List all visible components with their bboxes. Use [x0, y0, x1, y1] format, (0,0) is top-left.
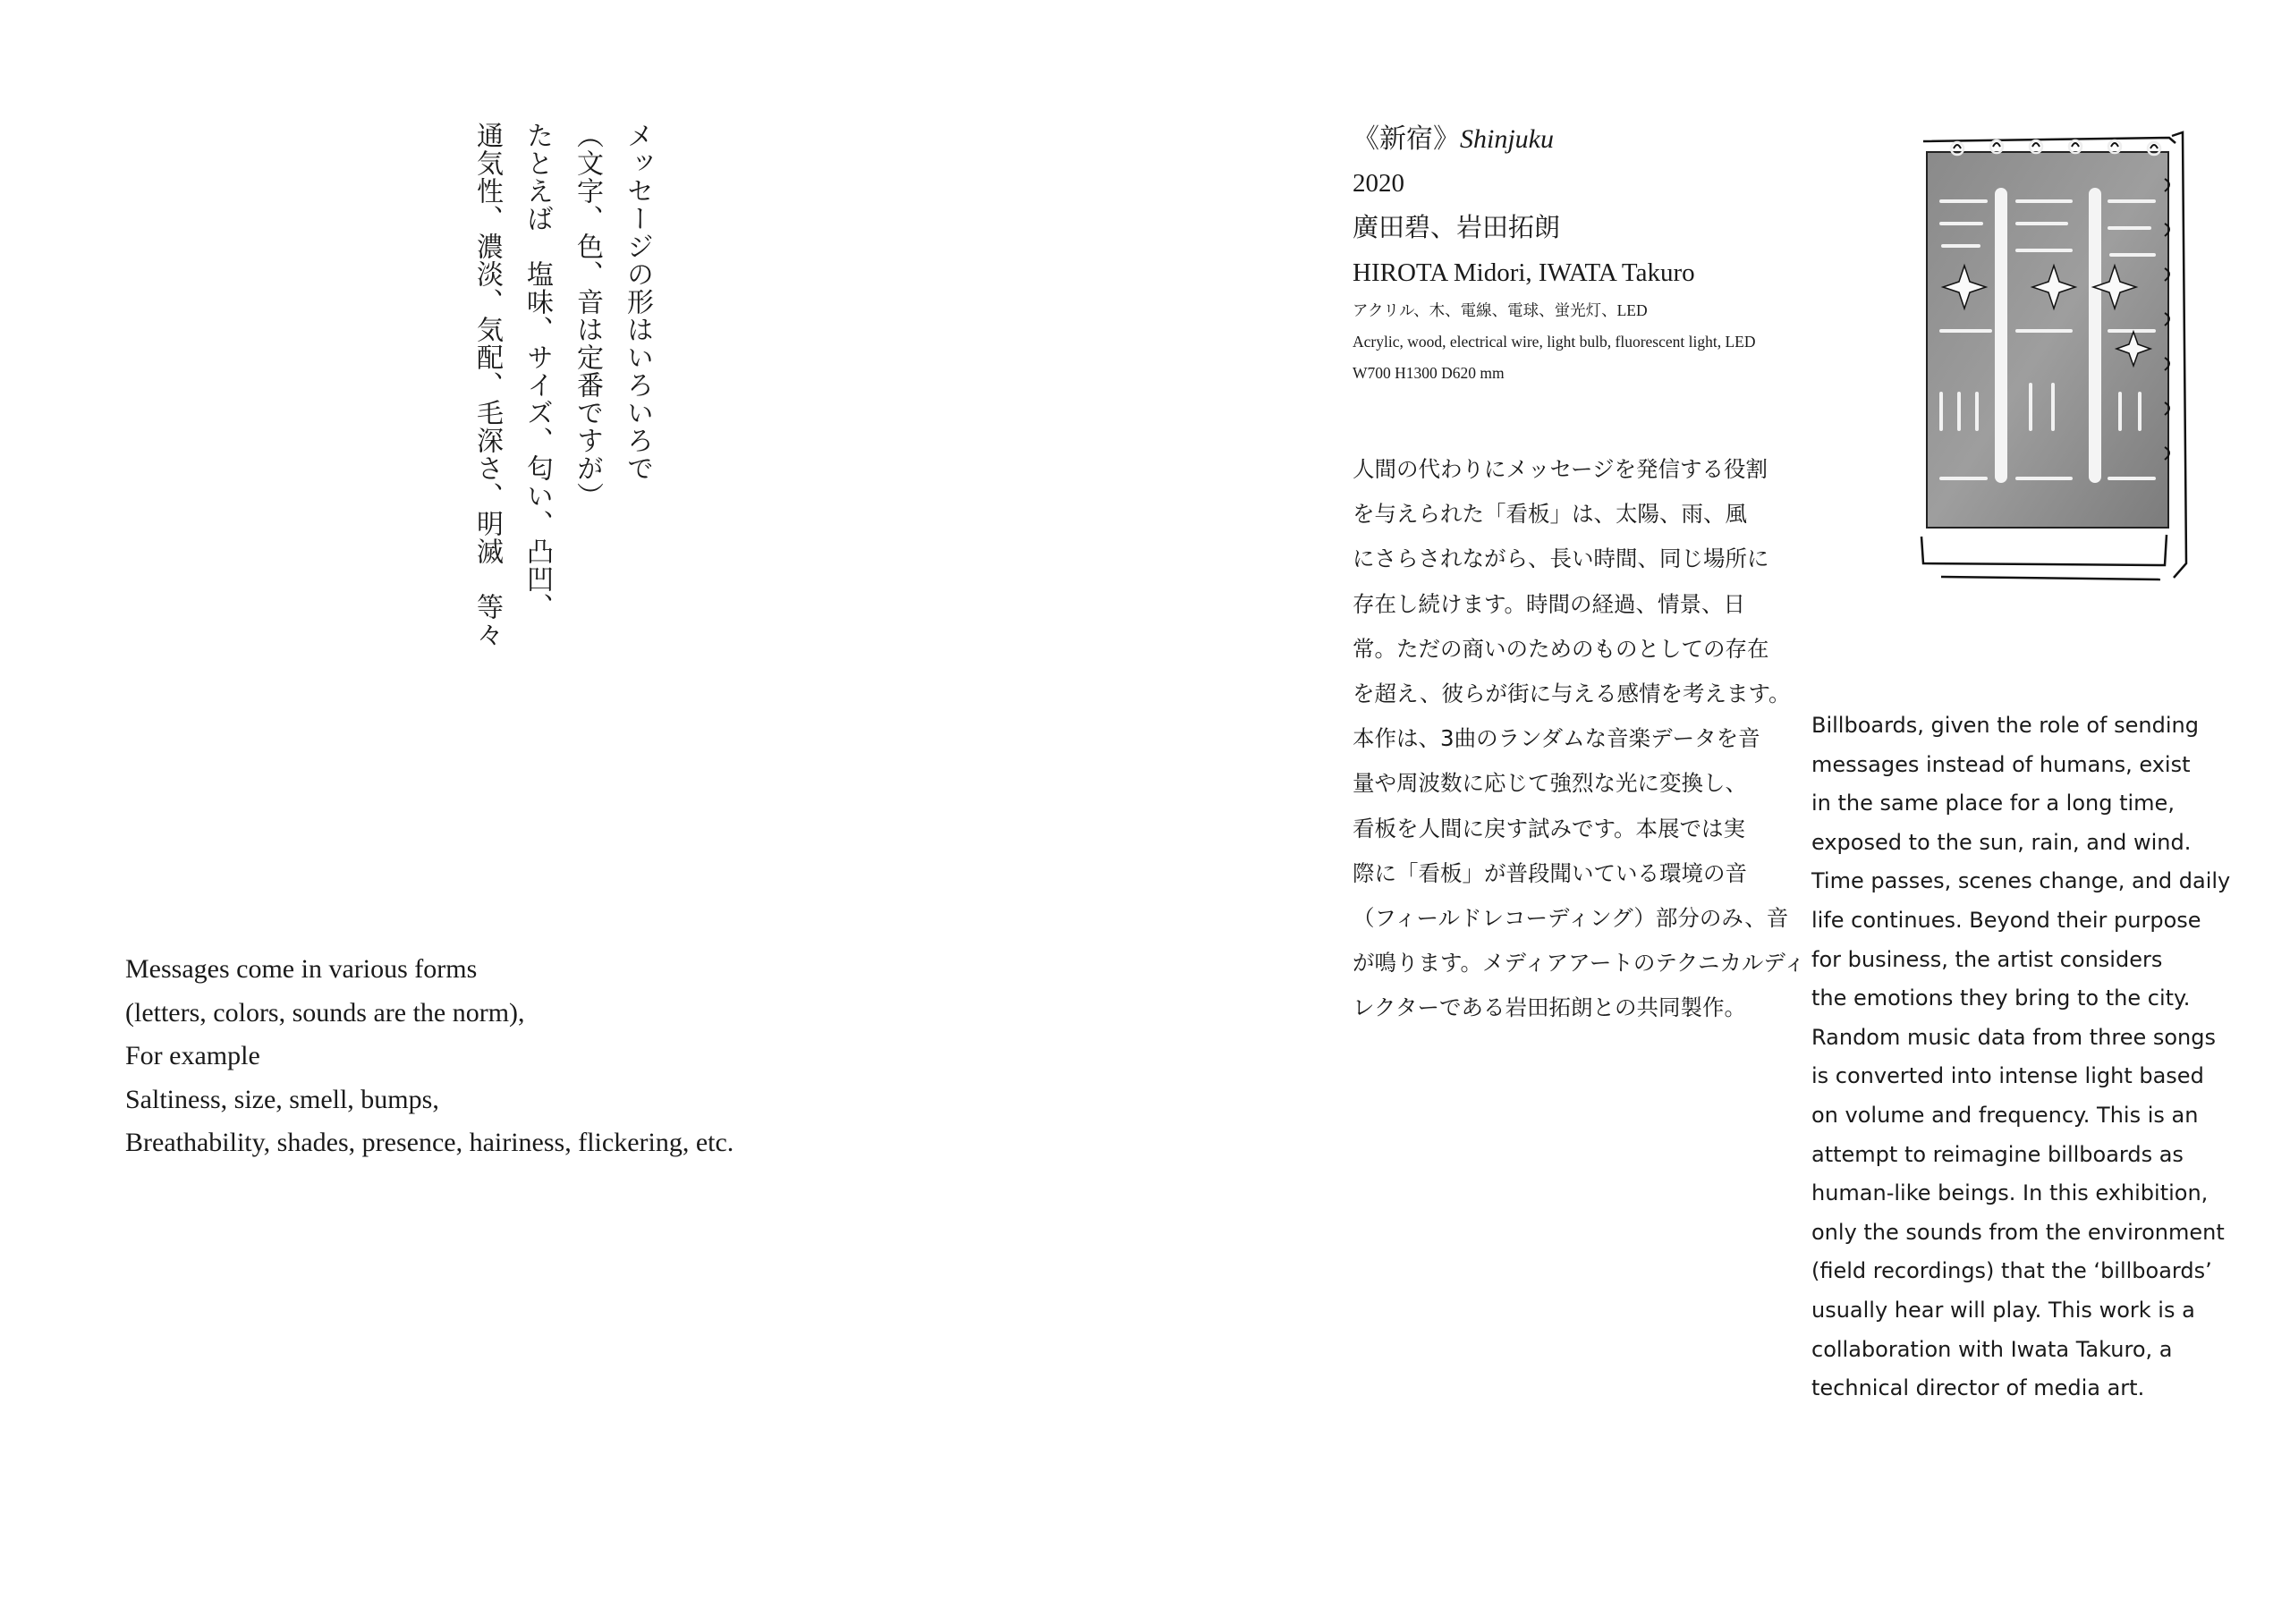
poem-en-line: For example — [125, 1041, 260, 1070]
desc-en-line: human-like beings. In this exhibition, — [1811, 1180, 2209, 1206]
work-title-en: Shinjuku — [1460, 124, 1554, 154]
work-year: 2020 — [1353, 169, 1404, 198]
desc-jp-line: 看板を人間に戻す試みです。本展では実 — [1353, 815, 1746, 842]
desc-jp-line: が鳴ります。メディアアートのテクニカルディ — [1353, 950, 1806, 977]
desc-jp-line: 常。ただの商いのためのものとしての存在 — [1353, 635, 1769, 662]
billboard-illustration — [1905, 125, 2201, 599]
poem-jp-line: メッセージの形はいろいろで — [623, 122, 652, 482]
poem-en-line: (letters, colors, sounds are the norm), — [125, 997, 525, 1028]
desc-jp-line: 量や周波数に応じて強烈な光に変換し、 — [1353, 770, 1747, 797]
desc-jp-line: レクターである岩田拓朗との共同製作。 — [1353, 994, 1747, 1021]
desc-en-line: only the sounds from the environment — [1811, 1219, 2225, 1245]
materials-en: Acrylic, wood, electrical wire, light bulb, fluorescent light, LED — [1353, 333, 1756, 351]
poem-english — [125, 948, 805, 1165]
desc-en-line: in the same place for a long time, — [1811, 791, 2175, 816]
poem-jp-line: たとえば 塩味、サイズ、匂い、凸凹、 — [522, 122, 552, 621]
poem-jp-line: （文字、色、音は定番ですが） — [572, 122, 602, 510]
poem-en-line: Messages come in various forms — [125, 954, 478, 984]
dimensions: W700 H1300 D620 mm — [1353, 364, 1505, 382]
desc-en-line: technical director of media art. — [1811, 1375, 2145, 1401]
artists-jp: 廣田碧、岩田拓朗 — [1353, 214, 1561, 242]
materials-jp: アクリル、木、電線、電球、蛍光灯、LED — [1353, 301, 1648, 319]
desc-en-line: is converted into intense light based — [1811, 1063, 2204, 1089]
desc-en-line: Billboards, given the role of sending — [1811, 713, 2199, 738]
desc-en-line: collaboration with Iwata Takuro, a — [1811, 1336, 2173, 1362]
desc-en-line: messages instead of humans, exist — [1811, 751, 2191, 777]
poem-en-line: Breathability, shades, presence, hairiness, flickering, etc. — [125, 1128, 734, 1157]
billboard-drawing-icon — [1905, 125, 2201, 599]
desc-en-line: Random music data from three songs — [1811, 1024, 2217, 1050]
desc-jp-line: を超え、彼らが街に与える感情を考えます。 — [1353, 681, 1791, 707]
poem-japanese — [465, 122, 662, 676]
desc-en-line: for business, the artist considers — [1811, 946, 2163, 972]
work-title-jp: 《新宿》 — [1353, 124, 1460, 154]
desc-jp-line: 際に「看板」が普段聞いている環境の音 — [1353, 859, 1747, 886]
desc-en-line: (field recordings) that the ‘billboards’ — [1811, 1258, 2212, 1284]
desc-en-line: Time passes, scenes change, and daily — [1811, 868, 2231, 894]
desc-en-line: the emotions they bring to the city. — [1811, 985, 2191, 1011]
description-japanese — [1353, 447, 1806, 1031]
desc-jp-line: 存在し続けます。時間の経過、情景、日 — [1353, 590, 1746, 617]
desc-en-line: on volume and frequency. This is an — [1811, 1102, 2199, 1128]
desc-en-line: exposed to the sun, rain, and wind. — [1811, 829, 2192, 855]
description-english — [1811, 706, 2232, 1408]
artists-en: HIROTA Midori, IWATA Takuro — [1353, 258, 1695, 287]
desc-en-line: life continues. Beyond their purpose — [1811, 907, 2201, 933]
desc-en-line: usually hear will play. This work is a — [1811, 1297, 2195, 1323]
desc-en-line: attempt to reimagine billboards as — [1811, 1141, 2184, 1167]
desc-jp-line: を与えられた「看板」は、太陽、雨、風 — [1353, 501, 1747, 528]
poem-jp-line: 通気性、濃淡、気配、毛深さ、明滅 等々 — [472, 122, 502, 648]
desc-jp-line: にさらされながら、長い時間、同じ場所に — [1353, 546, 1769, 572]
desc-jp-line: 本作は、3曲のランダムな音楽データを音 — [1353, 725, 1760, 752]
poem-en-line: Saltiness, size, smell, bumps, — [125, 1084, 439, 1114]
work-title — [1353, 118, 1818, 161]
desc-jp-line: 人間の代わりにメッセージを発信する役割 — [1353, 456, 1768, 482]
work-metadata — [1353, 118, 1818, 389]
desc-jp-line: （フィールドレコーディング）部分のみ、音 — [1353, 905, 1789, 932]
